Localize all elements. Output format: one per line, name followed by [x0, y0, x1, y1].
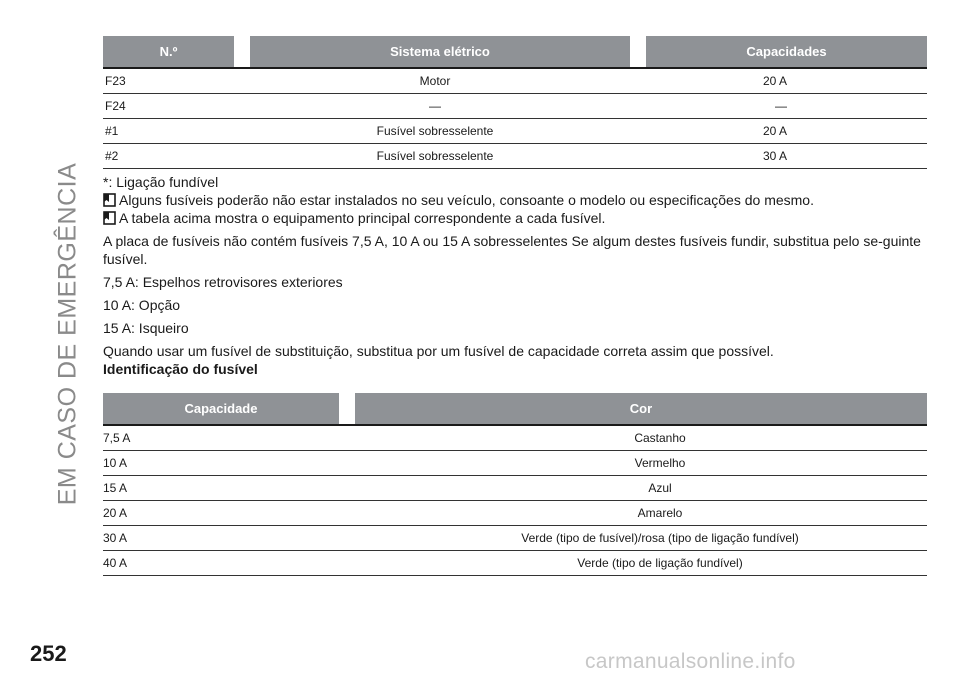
paragraph: 10 A: Opção — [103, 297, 181, 313]
note-text: A tabela acima mostra o equipamento principal correspondente a cada fusível. — [119, 210, 606, 226]
table-row: 10 A Vermelho — [103, 451, 927, 476]
section-title: Identificação do fusível — [103, 361, 258, 377]
fuse-table — [103, 36, 927, 169]
paragraph: Quando usar um fusível de substituição, substitua por um fusível de capacidade correta assim que possível. — [103, 343, 774, 359]
table-row: F23 Motor 20 A — [103, 69, 927, 94]
table-row: #2 Fusível sobresselente 30 A — [103, 144, 927, 169]
fuse-table-header — [103, 36, 927, 67]
note-item — [103, 209, 927, 227]
note-item — [103, 191, 927, 209]
header-number: N.º — [103, 36, 234, 67]
table-row: 15 A Azul — [103, 476, 927, 501]
header-color: Cor — [355, 393, 927, 424]
footnote: *: Ligação fundível — [103, 174, 219, 190]
table-row: 30 A Verde (tipo de fusível)/rosa (tipo de ligação fundível) — [103, 526, 927, 551]
body-text — [103, 173, 927, 378]
page-content — [103, 36, 927, 576]
paragraph: 7,5 A: Espelhos retrovisores exteriores — [103, 274, 343, 290]
table-row: #1 Fusível sobresselente 20 A — [103, 119, 927, 144]
table-row: 7,5 A Castanho — [103, 426, 927, 451]
note-text: Alguns fusíveis poderão não estar instalados no seu veículo, consoante o modelo ou especificações do mesmo. — [119, 192, 814, 208]
header-electrical-system: Sistema elétrico — [250, 36, 630, 67]
table-row: 40 A Verde (tipo de ligação fundível) — [103, 551, 927, 576]
color-table-header — [103, 393, 927, 424]
watermark: carmanualsonline.info — [585, 650, 796, 673]
table-row: F24 — — — [103, 94, 927, 119]
table-row: 20 A Amarelo — [103, 501, 927, 526]
header-capacity: Capacidade — [103, 393, 339, 424]
paragraph: A placa de fusíveis não contém fusíveis 7,5 A, 10 A ou 15 A sobresselentes Se algum destes fusíveis fundir, substitua pelo se-guinte fusível. — [103, 233, 921, 267]
fuse-color-table — [103, 393, 927, 576]
header-capacity: Capacidades — [646, 36, 927, 67]
book-note-icon — [103, 211, 116, 225]
paragraph: 15 A: Isqueiro — [103, 320, 189, 336]
side-section-title-text: EM CASO DE EMERGÊNCIA — [53, 162, 82, 506]
page-number: 252 — [30, 641, 67, 666]
book-note-icon — [103, 193, 116, 207]
